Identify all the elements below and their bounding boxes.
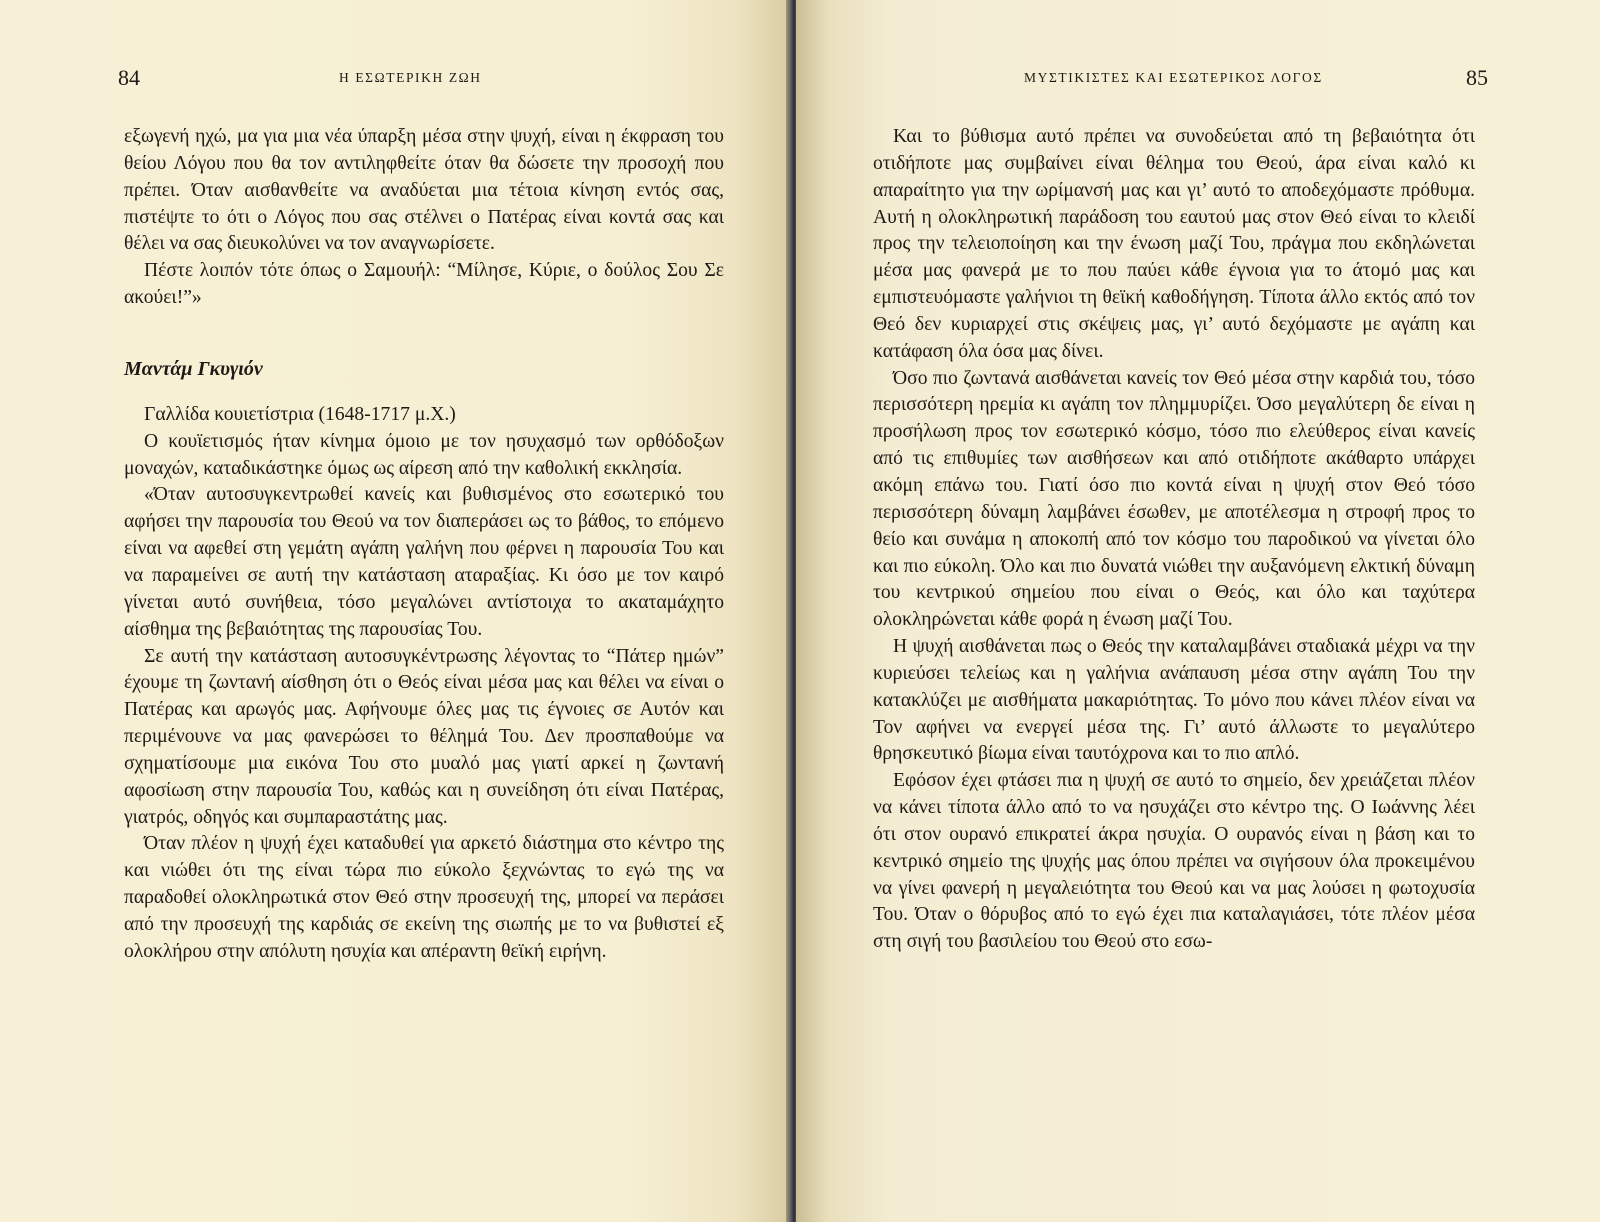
paragraph: Όταν πλέον η ψυχή έχει καταδυθεί για αρκετό διάστημα στο κέντρο της και νιώθει ότι της είναι τώρα πιο εύκολο ξεχνώντας το εγώ της να παραδοθεί ολοκληρωτικά στον Θεό στην προσευχή της, μπορεί να περάσει από την προσευχή της καρδιάς σε εκείνη της σιωπής με το να βυθιστεί εξ ολοκλήρου στην απόλυτη ησυχία και απέραντη θεϊκή ειρήνη. bbox=[124, 833, 724, 962]
paragraph: Εφόσον έχει φτάσει πια η ψυχή σε αυτό το σημείο, δεν χρειάζεται πλέον να κάνει τίποτα άλλο από το να ησυχάζει στο κέντρο της. Ο Ιωάννης λέει ότι στον ουρανό επικρατεί άκρα ησυχία. Ο ουρανός είναι η βάση και το κεντρικό σημείο της ψυχής μας όπου πρέπει να σιγήσουν όλα προκειμένου να γίνει φανερή η μεγαλειότητα του Θεού και να μας λούσει η φωτοχυσία Του. Όταν ο θόρυβος από το εγώ έχει πια καταλαγιάσει, τότε πλέον μέσα στη σιγή του βασιλείου του Θεού στο εσω- bbox=[873, 770, 1475, 953]
left-page bbox=[0, 0, 790, 1222]
body-text bbox=[124, 124, 724, 966]
running-head: ΜΥΣΤΙΚΙΣΤΕΣ ΚΑΙ ΕΣΩΤΕΡΙΚΟΣ ΛΟΓΟΣ bbox=[1024, 70, 1323, 85]
page-number: 84 bbox=[118, 65, 140, 90]
paragraph: Γαλλίδα κουιετίστρια (1648-1717 μ.Χ.) bbox=[144, 403, 456, 425]
paragraph: εξωγενή ηχώ, μα για μια νέα ύπαρξη μέσα στην ψυχή, είναι η έκφραση του θείου Λόγου που θα τον αντιληφθείτε όταν θα δώσετε την προσοχή που πρέπει. Όταν αισθανθείτε να αναδύεται μια τέτοια κίνηση εντός σας, πιστέψτε το ότι ο Λόγος που σας στέλνει ο Πατέρας είναι κοντά σας και θέλει να σας διευκολύνει να τον αναγνωρίσετε. bbox=[124, 126, 724, 255]
paragraph: Και το βύθισμα αυτό πρέπει να συνοδεύεται από τη βεβαιότητα ότι οτιδήποτε μας συμβαίνει είναι θέλημα του Θεού, άρα είναι καλό κι απαραίτητο για την ωρίμανσή μας και γι’ αυτό το αποδεχόμαστε πρόθυμα. Αυτή η ολοκληρωτική παράδοση του εαυτού μας στον Θεό είναι το κλειδί προς την τελειοποίηση και την ένωση μαζί Του, πράγμα που εκδηλώνεται μέσα μας φανερά με το που παύει κάθε έγνοια για το άτομό μας και εμπιστευόμαστε γαλήνιοι τη θεϊκή καθοδήγηση. Τίποτα άλλο εκτός από τον Θεό δεν κυριαρχεί στις σκέψεις μας, γι’ αυτό δεχόμαστε με αγάπη και κατάφαση όλα όσα μας δίνει. bbox=[873, 126, 1475, 362]
body-text bbox=[873, 124, 1475, 956]
paragraph: Η ψυχή αισθάνεται πως ο Θεός την καταλαμβάνει σταδιακά μέχρι να την κυριεύσει τελείως και η γαλήνια ανάπαυση μέσα στην αγάπη Του την κατακλύζει με αισθήματα μακαριότητας. Το μόνο που κάνει πλέον είναι να Τον αφήνει να ενεργεί μέσα της. Γι’ αυτό άλλωστε το μεγαλύτερο θρησκευτικό βίωμα είναι ταυτόχρονα και το πιο απλό. bbox=[873, 636, 1475, 765]
paragraph: Όσο πιο ζωντανά αισθάνεται κανείς τον Θεό μέσα στην καρδιά του, τόσο περισσότερη ηρεμία κι αγάπη τον πλημμυρίζει. Όσο μεγαλύτερη δε είναι η προσήλωση προς τον εσωτερικό κόσμο, τόσο πιο ελεύθερος είναι κανείς από τις επιθυμίες των αισθήσεων και από οτιδήποτε ακάθαρτο υπάρχει ακόμη επάνω του. Γιατί όσο πιο κοντά είναι η ψυχή στον Θεό τόσο περισσότερη δύναμη λαμβάνει έσωθεν, με αποτέλεσμα η στροφή προς το θείο και συνάμα η αποκοπή από τον κόσμο του παροδικού να γίνεται όλο και πιο εύκολη. Όλο και πιο δυνατά νιώθει την αυξανόμενη ελκτική δύναμη του κεντρικού σημείου που είναι ο Θεός, και όλο και ταχύτερα ολοκληρώνεται κάθε φορά η ένωση μαζί Του. bbox=[873, 367, 1475, 631]
page-number: 85 bbox=[1466, 65, 1488, 90]
paragraph: Σε αυτή την κατάσταση αυτοσυγκέντρωσης λέγοντας το “Πάτερ ημών” έχουμε τη ζωντανή αίσθηση ότι ο Θεός είναι μέσα μας και θέλει να είναι ο Πατέρας και αρωγός μας. Αφήνουμε όλες μας τις έγνοιες σε Αυτόν και περιμένουνε να μας φανερώσει το θέλημά Του. Δεν προσπαθούμε να σχηματίσουμε μια εικόνα Του στο μυαλό μας γιατί αρκεί η ζωντανή αφοσίωση στην παρουσία Του, καθώς και η συνείδηση ότι είναι Πατέρας, γιατρός, οδηγός και συμπαραστάτης μας. bbox=[124, 645, 724, 828]
paragraph: «Όταν αυτοσυγκεντρωθεί κανείς και βυθισμένος στο εσωτερικό του αφήσει την παρουσία του Θεού να τον διαπεράσει ως το βάθος, το επόμενο είναι να αφεθεί στη γεμάτη αγάπη γαλήνη που φέρνει η παρουσία Του και να παραμείνει σε αυτή την κατάσταση αταραξίας. Κι όσο με τον καιρό γίνεται αυτό συνήθεια, τόσο μεγαλώνει αντίστοιχα το ακαταμάχητο αίσθημα της βεβαιότητας της παρουσίας Του. bbox=[124, 484, 724, 640]
running-head: Η ΕΣΩΤΕΡΙΚΗ ΖΩΗ bbox=[339, 70, 482, 85]
paragraph: Πέστε λοιπόν τότε όπως ο Σαμουήλ: “Μίλησε, Κύριε, ο δούλος Σου Σε ακούει!”» bbox=[124, 260, 724, 309]
paragraph: Ο κουϊετισμός ήταν κίνημα όμοιο με τον ησυχασμό των ορθόδοξων μοναχών, καταδικάστηκε όμως ως αίρεση από την καθολική εκκλησία. bbox=[124, 430, 724, 479]
section-heading: Μαντάμ Γκυγιόν bbox=[124, 357, 263, 380]
right-page bbox=[796, 0, 1600, 1222]
